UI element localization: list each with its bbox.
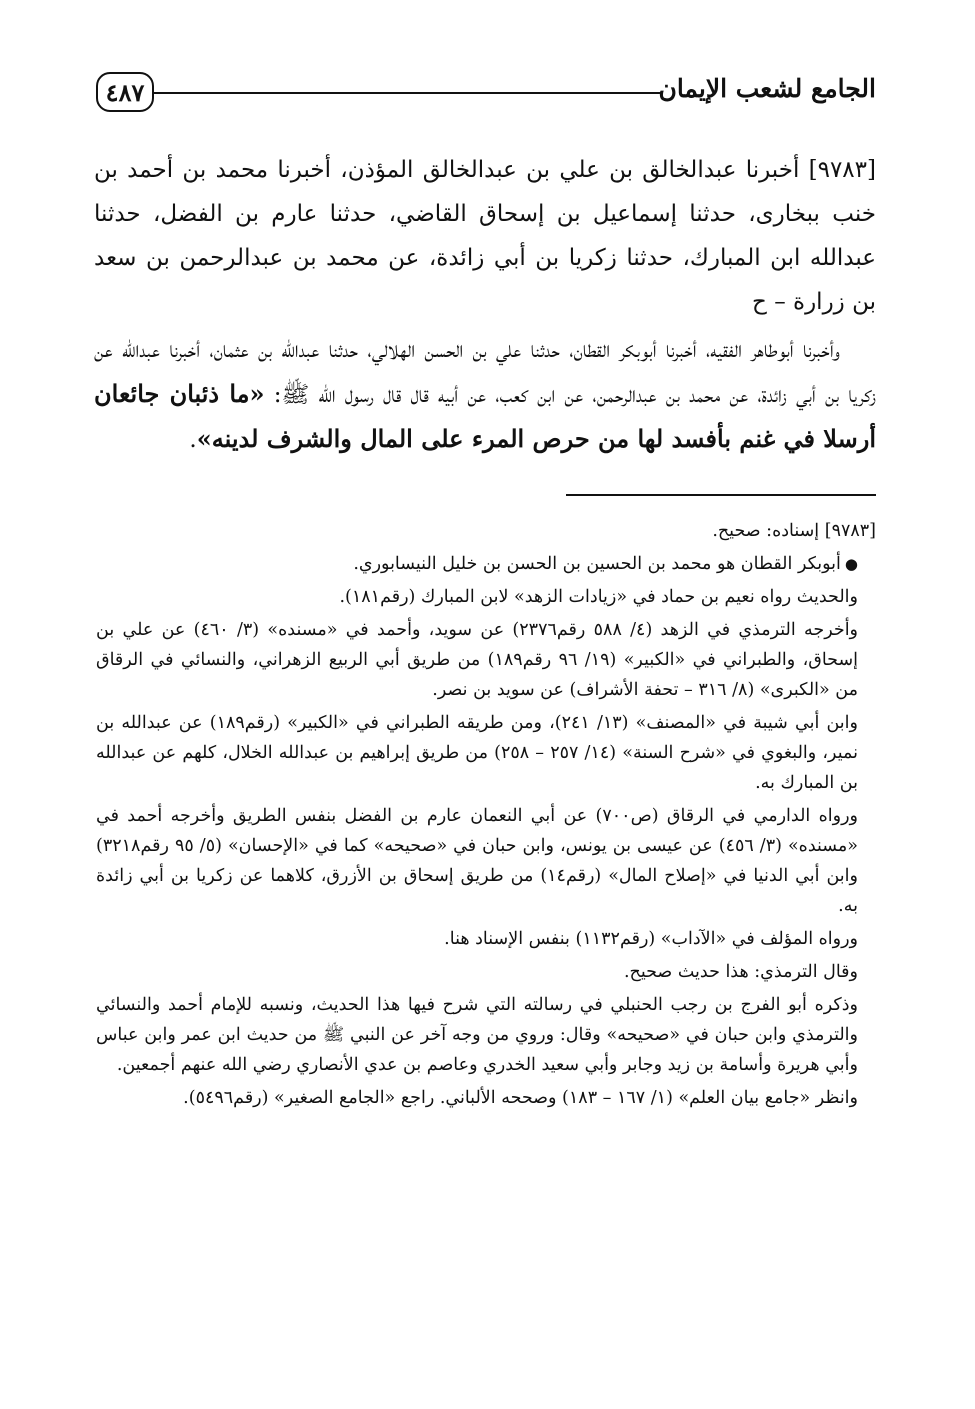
footnotes	[96, 516, 876, 1113]
header-rule	[154, 92, 662, 94]
note-source-2: وأخرجه الترمذي في الزهد (٤/ ٥٨٨ رقم٢٣٧٦) عن سويد، وأحمد في «مسنده» (٣/ ٤٦٠) عن علي بن إسحاق، والطبراني في «الكبير» (١٩/ ٩٦ رقم١٨٩) من طريق أبي الربيع الزهراني، والنسائي في الرقاق من «الكبرى» (٨/ ٣١٦ – تحفة الأشراف) عن سويد بن نصر.	[96, 620, 859, 700]
footnote-separator	[566, 494, 876, 496]
page-number: ٤٨٧	[96, 72, 154, 112]
note-source-5: ورواه المؤلف في «الآداب» (رقم١١٣٢) بنفس الإسناد هنا.	[444, 929, 858, 949]
note-ibn-rajab: وذكره أبو الفرج بن رجب الحنبلي في رسالته التي شرح فيها هذا الحديث، ونسبه للإمام أحمد والنسائي والترمذي وابن حبان في «صحيحه» وقال: وروي من وجه آخر عن النبي ﷺ من حديث ابن عمر وابن عباس وأبي هريرة وأسامة بن زيد وجابر وأبي سعيد الخدري وعاصم بن عدي الأنصاري رضي الله عنهم أجمعين.	[96, 995, 858, 1075]
note-source-1: والحديث رواه نعيم بن حماد في «زيادات الزهد» لابن المبارك (رقم١٨١).	[339, 587, 858, 607]
note-grade: صحيح.	[712, 521, 761, 541]
note-grading	[96, 516, 876, 546]
hadith-text: «ما ذئبان جائعان أرسلا في غنم بأفسد لها من حرص المرء على المال والشرف لدينه»	[94, 379, 876, 453]
note-see-also: وانظر «جامع بيان العلم» (١/ ١٦٧ – ١٨٣) وصححه الألباني. راجع «الجامع الصغير» (رقم٥٤٩٦).	[183, 1088, 858, 1108]
note-narrator-text: أبوبكر القطان هو محمد بن الحسين بن الحسن بن خليل النيسابوري.	[353, 554, 841, 574]
note-reference: [٩٧٨٣] إسناده:	[760, 521, 876, 541]
note-tirmidhi: وقال الترمذي: هذا حديث صحيح.	[623, 962, 858, 982]
chain-paragraph-1: [٩٧٨٣] أخبرنا عبدالخالق بن علي بن عبدالخالق المؤذن، أخبرنا محمد بن أحمد بن خنب ببخارى، حدثنا إسماعيل بن إسحاق القاضي، حدثنا عارم بن الفضل، حدثنا عبدالله ابن المبارك، حدثنا زكريا بن أبي زائدة، عن محمد بن عبدالرحمن بن سعد بن زرارة – ح	[94, 157, 876, 315]
hadith-end: .	[189, 427, 197, 453]
running-header	[96, 70, 876, 126]
note-narrator	[96, 549, 876, 579]
book-title: الجامع لشعب الإيمان	[658, 74, 876, 103]
chain-paragraph-2	[94, 328, 876, 462]
bullet-icon: ●	[844, 555, 858, 573]
note-source-3: وابن أبي شيبة في «المصنف» (١٣/ ٢٤١)، ومن طريقه الطبراني في «الكبير» (رقم١٨٩) عن عبدالله بن نمير، والبغوي في «شرح السنة» (١٤/ ٢٥٧ – ٢٥٨) من طريق إبراهيم بن عبدالله الخلال، كلهم عن عبدالله بن المبارك به.	[96, 713, 858, 793]
chain-text: وأخبرنا أبوطاهر الفقيه، أخبرنا أبوبكر القطان، حدثنا علي بن الحسن الهلالي، حدثنا عبدالله بن عثمان، أخبرنا عبدالله عن زكريا بن أبي زائدة، عن محمد بن عبدالرحمن، عن ابن كعب، عن أبيه قال قال رسول الله ﷺ:	[94, 337, 876, 408]
main-text	[94, 148, 876, 462]
note-source-4: ورواه الدارمي في الرقاق (ص٧٠٠) عن أبي النعمان عارم بن الفضل بنفس الطريق وأخرجه أحمد في «مسنده» (٣/ ٤٥٦) عن عيسى بن يونس، وابن حبان في «صحيحه» كما في «الإحسان» (٥/ ٩٥ رقم٣٢١٨) وابن أبي الدنيا في «إصلاح المال» (رقم١٤) من طريق إسحاق بن الأزرق، كلاهما عن زكريا بن أبي زائدة به.	[96, 806, 858, 916]
